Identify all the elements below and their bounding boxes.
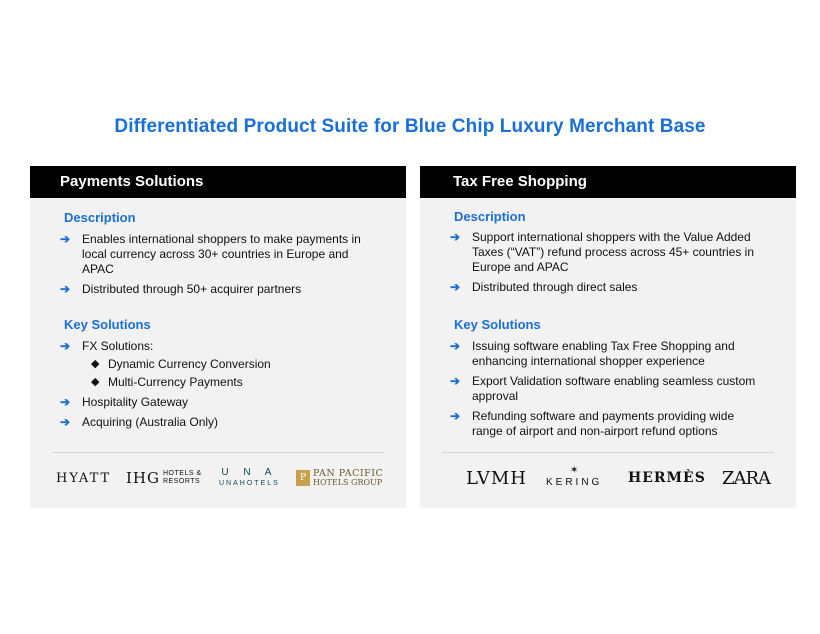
arrow-right-icon: ➔: [450, 374, 461, 388]
list-item: ➔ FX Solutions: ◆ Dynamic Currency Conversion ◆ Multi-Currency Payments: [60, 339, 370, 390]
arrow-right-icon: ➔: [450, 339, 461, 353]
list-item: ➔ Acquiring (Australia Only): [60, 415, 219, 429]
fx-sub-list: [82, 357, 370, 390]
list-item: ➔ Distributed through direct sales: [450, 280, 638, 294]
diamond-icon: ◆: [91, 376, 100, 388]
key-solutions-list: [450, 339, 760, 444]
list-item: ➔ Export Validation software enabling seamless custom approval: [450, 374, 756, 403]
arrow-right-icon: ➔: [60, 395, 71, 409]
zara-logo: ZARA: [722, 467, 771, 489]
key-solutions-title: Key Solutions: [454, 317, 541, 332]
key-solutions-title: Key Solutions: [64, 317, 151, 332]
list-item: ➔ Support international shoppers with the Value Added Taxes (“VAT”) refund process across 45+ countries in Europe and APAC: [450, 230, 754, 274]
kering-owl-icon: ✶: [569, 465, 579, 476]
hyatt-logo: HYATT: [56, 470, 112, 486]
partner-logos: [30, 462, 406, 494]
list-item: ➔ Issuing software enabling Tax Free Shopping and enhancing international shopper experience: [450, 339, 735, 368]
payments-solutions-panel: [30, 166, 406, 508]
list-item: ➔ Distributed through 50+ acquirer partners: [60, 282, 302, 296]
unahotels-logo: U N A UNAHOTELS: [219, 467, 280, 487]
description-title: Description: [454, 209, 526, 224]
diamond-icon: ◆: [91, 358, 100, 370]
key-solutions-list: [60, 339, 370, 435]
divider: [442, 452, 774, 453]
tax-free-shopping-panel: [420, 166, 796, 508]
lvmh-logo: LVMH: [466, 467, 527, 489]
description-title: Description: [64, 210, 136, 225]
description-list: [60, 232, 370, 302]
description-list: [450, 230, 760, 300]
hermes-logo: HERMÈS: [628, 470, 706, 486]
arrow-right-icon: ➔: [450, 280, 461, 294]
arrow-right-icon: ➔: [60, 232, 71, 246]
panel-header: Tax Free Shopping: [420, 166, 796, 198]
divider: [52, 452, 384, 453]
panel-header: Payments Solutions: [30, 166, 406, 198]
arrow-right-icon: ➔: [60, 415, 71, 429]
merchant-logos: [420, 462, 796, 494]
kering-logo: ✶ KERING: [546, 465, 603, 488]
arrow-right-icon: ➔: [450, 230, 461, 244]
arrow-right-icon: ➔: [60, 339, 71, 353]
pan-pacific-emblem-icon: P: [296, 470, 310, 486]
list-item: ➔ Enables international shoppers to make payments in local currency across 30+ countries in Europe and APAC: [60, 232, 361, 276]
list-item: ➔ Hospitality Gateway: [60, 395, 189, 409]
ihg-logo: IHG HOTELS & RESORTS: [126, 469, 202, 487]
list-item: ◆ Multi-Currency Payments: [91, 375, 243, 389]
pan-pacific-logo: P PAN PACIFIC HOTELS GROUP: [296, 462, 383, 494]
arrow-right-icon: ➔: [60, 282, 71, 296]
list-item: ➔ Refunding software and payments providing wide range of airport and non-airport refund options: [450, 409, 735, 438]
page-title: Differentiated Product Suite for Blue Chip Luxury Merchant Base: [114, 116, 706, 137]
arrow-right-icon: ➔: [450, 409, 461, 423]
list-item: ◆ Dynamic Currency Conversion: [91, 357, 271, 371]
